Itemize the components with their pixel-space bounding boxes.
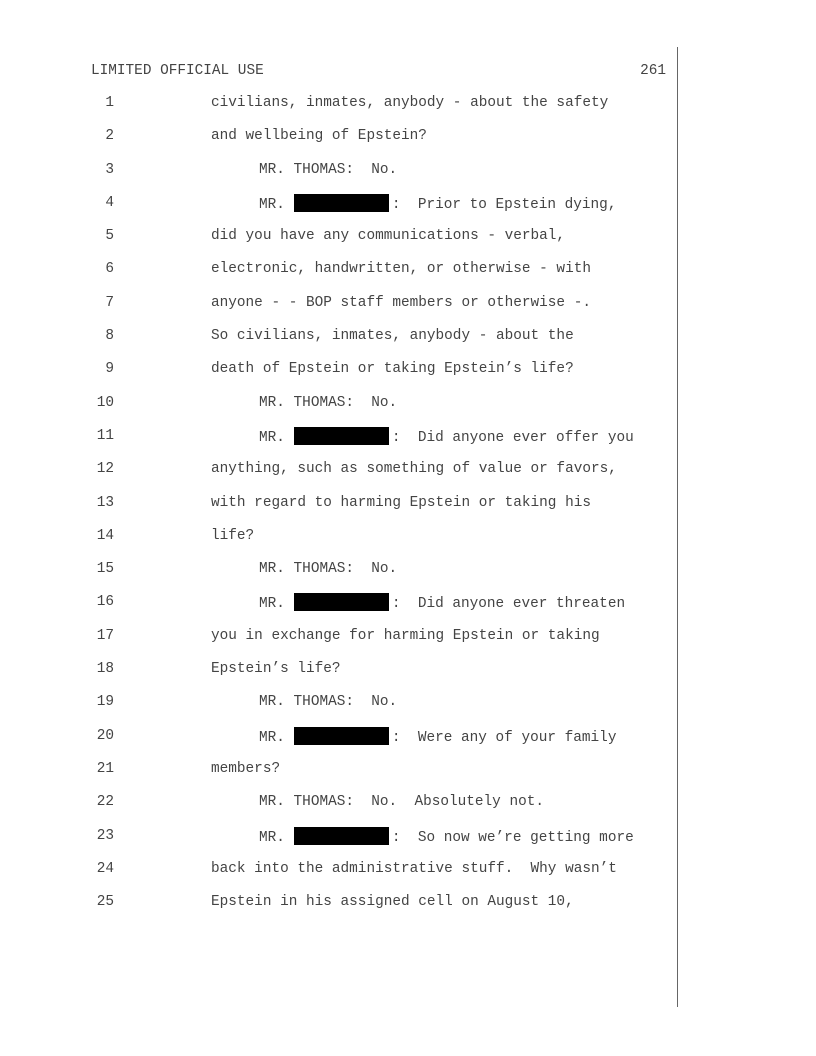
line-text: back into the administrative stuff. Why wasn’t	[211, 860, 617, 877]
transcript-line	[0, 659, 677, 692]
transcript-line	[0, 526, 677, 559]
transcript-line	[0, 559, 677, 592]
transcript-line	[0, 193, 677, 226]
redaction-box	[294, 593, 389, 611]
speaker-prefix: MR.	[259, 729, 285, 746]
line-number: 21	[96, 760, 114, 777]
speaker-prefix: MR.	[259, 196, 285, 213]
transcript-line	[0, 759, 677, 792]
transcript-line	[0, 859, 677, 892]
transcript-line	[0, 726, 677, 759]
line-text: with regard to harming Epstein or taking his	[211, 494, 591, 511]
line-number: 22	[96, 794, 114, 811]
line-number: 14	[96, 527, 114, 544]
speaker-prefix: MR.	[259, 596, 285, 613]
redaction-box	[294, 827, 389, 845]
transcript-line	[0, 160, 677, 193]
line-text: Epstein in his assigned cell on August 10,	[211, 894, 574, 911]
line-text: members?	[211, 760, 281, 777]
line-text: life?	[211, 527, 255, 544]
line-text	[259, 827, 634, 847]
line-number: 10	[96, 394, 114, 411]
line-text: you in exchange for harming Epstein or taking	[211, 627, 600, 644]
line-number: 11	[96, 427, 114, 444]
transcript-line	[0, 459, 677, 492]
line-text	[259, 560, 397, 578]
transcript-line	[0, 892, 677, 925]
line-text: death of Epstein or taking Epstein’s life?	[211, 361, 574, 378]
line-number: 23	[96, 827, 114, 844]
line-number: 15	[96, 561, 114, 578]
line-number: 25	[96, 894, 114, 911]
speech-text: No.	[371, 694, 398, 711]
speaker-prefix: MR.	[259, 429, 285, 446]
speaker-label: MR. THOMAS:	[259, 161, 354, 178]
redaction-box	[294, 727, 389, 745]
line-number: 4	[105, 194, 114, 211]
line-number: 24	[96, 860, 114, 877]
speech-text: : Did anyone ever threaten	[391, 596, 626, 613]
line-text: civilians, inmates, anybody - about the safety	[211, 95, 609, 111]
speech-text: : Did anyone ever offer you	[391, 429, 634, 446]
line-number: 6	[105, 261, 114, 278]
line-text	[259, 727, 616, 747]
line-number: 9	[105, 361, 114, 378]
line-number: 13	[96, 494, 114, 511]
transcript-line	[0, 826, 677, 859]
line-text	[259, 394, 397, 412]
transcript-line	[0, 792, 677, 825]
speaker-label: MR. THOMAS:	[259, 561, 354, 578]
line-text: So civilians, inmates, anybody - about the	[211, 328, 574, 345]
page-header-classification: LIMITED OFFICIAL USE	[91, 63, 264, 79]
speech-text: : Prior to Epstein dying,	[391, 196, 617, 213]
transcript-line	[0, 393, 677, 426]
speech-text: No.	[371, 394, 398, 411]
speaker-label: MR. THOMAS:	[259, 394, 354, 411]
line-text	[259, 793, 544, 811]
speech-text: No.	[371, 161, 398, 178]
line-text: anyone - - BOP staff members or otherwise -.	[211, 294, 591, 311]
redaction-box	[294, 427, 389, 445]
line-number: 2	[105, 128, 114, 145]
line-text	[259, 693, 397, 711]
transcript-line	[0, 359, 677, 392]
line-number: 3	[105, 161, 114, 178]
redaction-box	[294, 194, 389, 212]
line-text: anything, such as something of value or favors,	[211, 461, 617, 478]
transcript-line	[0, 326, 677, 359]
transcript-line	[0, 93, 677, 126]
transcript-line	[0, 493, 677, 526]
transcript-line	[0, 293, 677, 326]
transcript-body	[0, 93, 677, 925]
page-number: 261	[640, 63, 666, 79]
speech-text: : Were any of your family	[391, 729, 617, 746]
transcript-line	[0, 626, 677, 659]
line-text	[259, 593, 625, 613]
transcript-line	[0, 426, 677, 459]
right-margin-rule	[677, 47, 678, 1007]
transcript-line	[0, 592, 677, 625]
line-number: 12	[96, 461, 114, 478]
transcript-line	[0, 226, 677, 259]
line-text: and wellbeing of Epstein?	[211, 128, 427, 145]
line-text	[259, 194, 616, 214]
speech-text: No. Absolutely not.	[371, 794, 544, 811]
line-text: Epstein’s life?	[211, 661, 341, 678]
line-text: electronic, handwritten, or otherwise - with	[211, 261, 591, 278]
line-text: did you have any communications - verbal,	[211, 228, 566, 245]
line-number: 17	[96, 627, 114, 644]
line-number: 5	[105, 228, 114, 245]
speech-text: : So now we’re getting more	[391, 829, 634, 846]
line-number: 16	[96, 594, 114, 611]
speaker-prefix: MR.	[259, 829, 285, 846]
transcript-line	[0, 692, 677, 725]
line-number: 7	[105, 294, 114, 311]
speech-text: No.	[371, 561, 398, 578]
speaker-label: MR. THOMAS:	[259, 794, 354, 811]
line-text	[259, 161, 397, 179]
speaker-label: MR. THOMAS:	[259, 694, 354, 711]
line-number: 19	[96, 694, 114, 711]
line-number: 20	[96, 727, 114, 744]
transcript-line	[0, 126, 677, 159]
line-number: 18	[96, 661, 114, 678]
line-number: 8	[105, 328, 114, 345]
line-text	[259, 427, 634, 447]
line-number: 1	[105, 95, 114, 111]
transcript-line	[0, 259, 677, 292]
